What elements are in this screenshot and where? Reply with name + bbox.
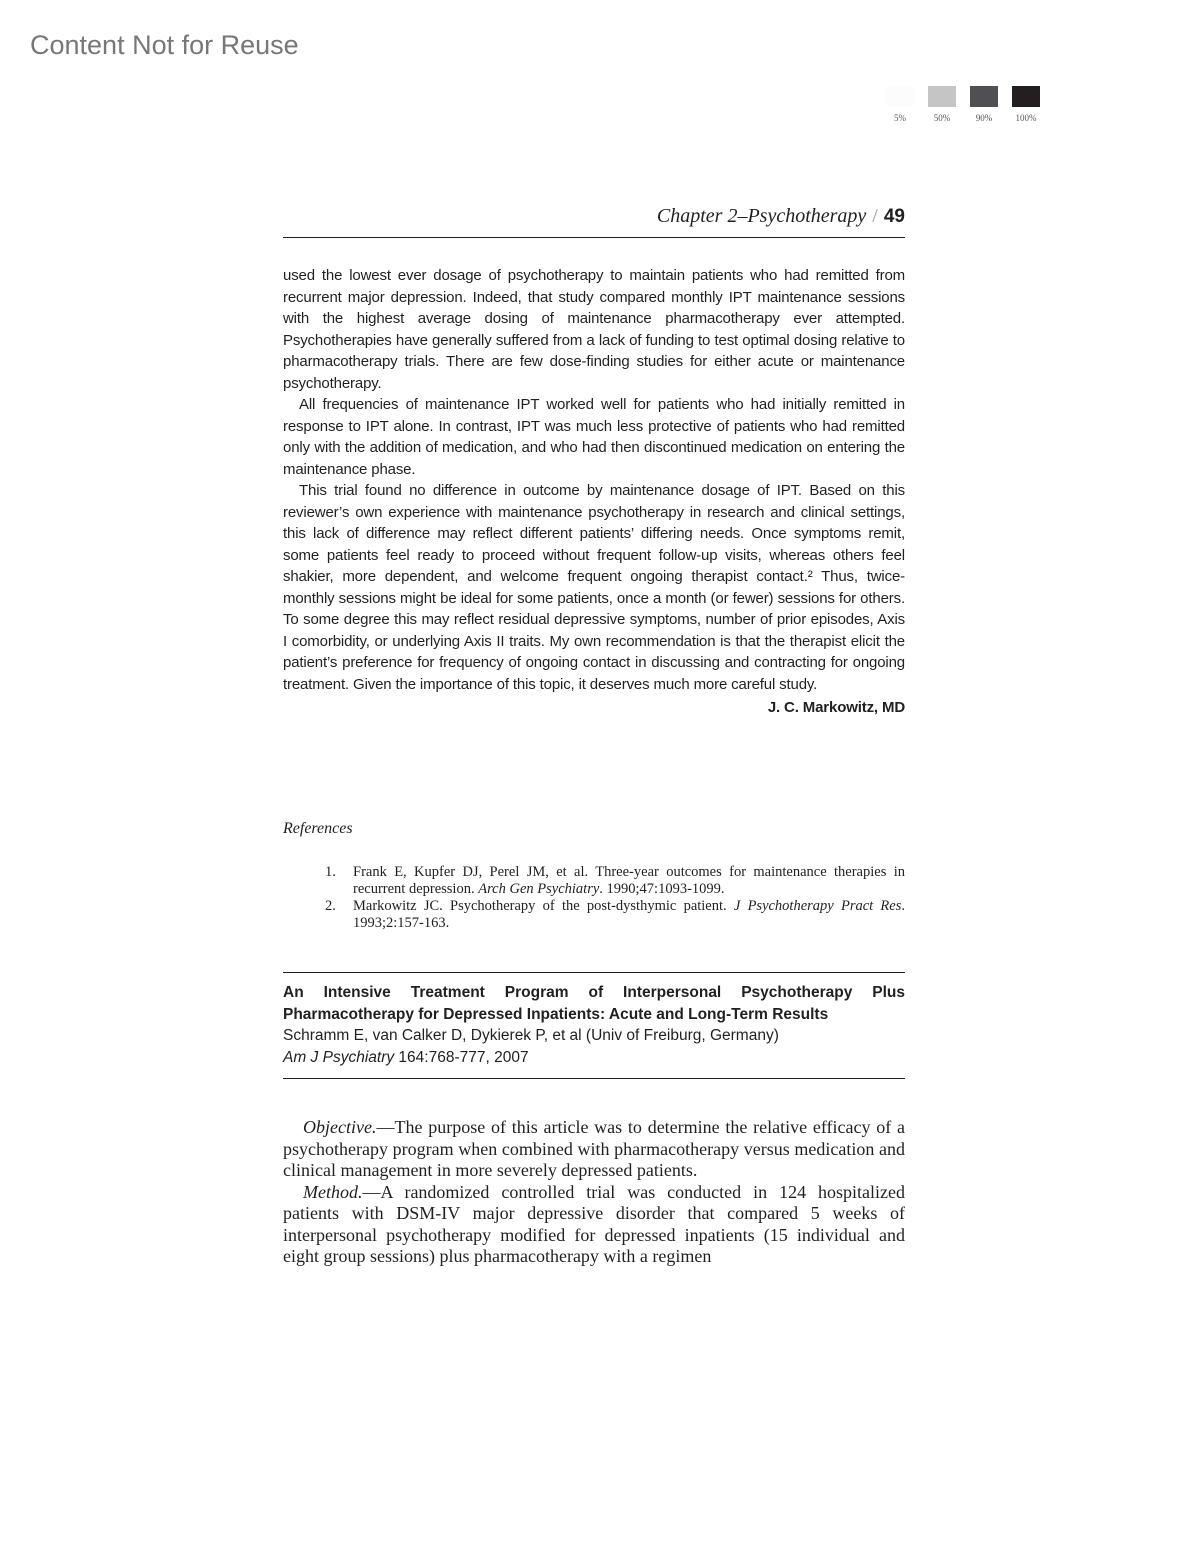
paragraph: All frequencies of maintenance IPT worked well for patients who had initially remitted in response to IPT alone. In contrast, IPT was much less protective of patients who had remitted only with the addition of medication, and who had then discontinued medication on entering the maintenance phase.	[283, 396, 905, 478]
section-text: —A randomized controlled trial was conducted in 124 hospitalized patients with DSM-IV major depressive disorder that compared 5 weeks of interpersonal psychotherapy modified for depressed inpatients (15 individual and eight group sessions) plus pharmacotherapy with a regimen	[283, 1181, 905, 1266]
section-label: Objective.	[303, 1117, 377, 1137]
commentary-body	[283, 265, 905, 719]
color-calibration-swatches	[886, 86, 1040, 123]
article-authors: Schramm E, van Calker D, Dykierek P, et al (Univ of Freiburg, Germany)	[283, 1027, 779, 1044]
swatch-box	[970, 86, 998, 107]
section-label: Method.	[303, 1181, 363, 1202]
reference-item	[325, 898, 905, 932]
section-text: —The purpose of this article was to determine the relative efficacy of a psychotherapy program when combined with pharmacotherapy versus medication and clinical management in more severely depressed patients.	[283, 1117, 905, 1180]
swatch	[886, 86, 914, 123]
article-title: An Intensive Treatment Program of Interpersonal Psychotherapy Plus Pharmacotherapy for Depressed Inpatients: Acute and Long-Term Results	[283, 984, 905, 1023]
abstract	[283, 1117, 905, 1268]
swatch-label: 5%	[894, 113, 906, 123]
reference-number: 1.	[325, 864, 336, 880]
reference-number: 2.	[325, 898, 336, 914]
swatch	[970, 86, 998, 123]
swatch	[928, 86, 956, 123]
swatch-label: 50%	[933, 113, 951, 123]
reference-item	[325, 864, 905, 898]
swatch-box	[886, 86, 914, 107]
chapter-title: Chapter 2–Psychotherapy	[656, 205, 867, 227]
swatch-box	[928, 86, 956, 107]
swatch-label: 90%	[975, 113, 993, 123]
abstract-section	[283, 1182, 905, 1268]
article-header	[283, 972, 905, 1079]
paragraph: This trial found no difference in outcome by maintenance dosage of IPT. Based on this reviewer’s own experience with maintenance psychotherapy in research and clinical settings, this lack of difference may reflect different patients’ differing needs. Once symptoms remit, some patients feel ready to proceed without frequent follow-up visits, whereas others feel shakier, more dependent, and welcome frequent ongoing therapist contact.² Thus, twice-monthly sessions might be ideal for some patients, once a month (or fewer) sessions for others. To some degree this may reflect residual depressive symptoms, number of prior episodes, Axis I comorbidity, or underlying Axis II traits. My own recommendation is that the therapist elicit the patient’s preference for frequency of ongoing contact in discussing and contracting for ongoing treatment. Given the importance of this topic, it deserves much more careful study.	[283, 482, 905, 693]
watermark: Content Not for Reuse	[30, 30, 299, 60]
journal-citation: 164:768-777, 2007	[394, 1048, 529, 1066]
reference-journal: J Psychotherapy Pract Res	[733, 898, 902, 914]
swatch	[1012, 86, 1040, 123]
swatch-box	[1012, 86, 1040, 107]
reference-list	[325, 864, 905, 932]
page-number: 49	[883, 206, 905, 227]
commentary-author: J. C. Markowitz, MD	[767, 699, 905, 716]
reference-citation: . 1993;2:157-163.	[353, 898, 905, 931]
paragraph: used the lowest ever dosage of psychotherapy to maintain patients who had remitted from recurrent major depression. Indeed, that study compared monthly IPT maintenance sessions with the highest average dosing of maintenance pharmacotherapy ever attempted. Psychotherapies have generally suffered from a lack of funding to test optimal dosing relative to pharmacotherapy trials. There are few dose-finding studies for either acute or maintenance psychotherapy.	[283, 267, 905, 392]
abstract-section	[283, 1117, 905, 1182]
reference-text: Markowitz JC. Psychotherapy of the post-dysthymic patient.	[353, 898, 734, 914]
references-heading: References	[283, 820, 353, 837]
reference-citation: . 1990;47:1093-1099.	[599, 881, 725, 897]
running-header	[283, 205, 905, 238]
journal-name: Am J Psychiatry	[283, 1048, 395, 1066]
reference-journal: Arch Gen Psychiatry	[478, 881, 600, 897]
reference-text: Frank E, Kupfer DJ, Perel JM, et al. Three-year outcomes for maintenance therapies in recurrent depression.	[353, 864, 905, 897]
header-separator: /	[872, 205, 878, 227]
swatch-label: 100%	[1015, 113, 1037, 123]
article-source	[283, 1047, 905, 1069]
